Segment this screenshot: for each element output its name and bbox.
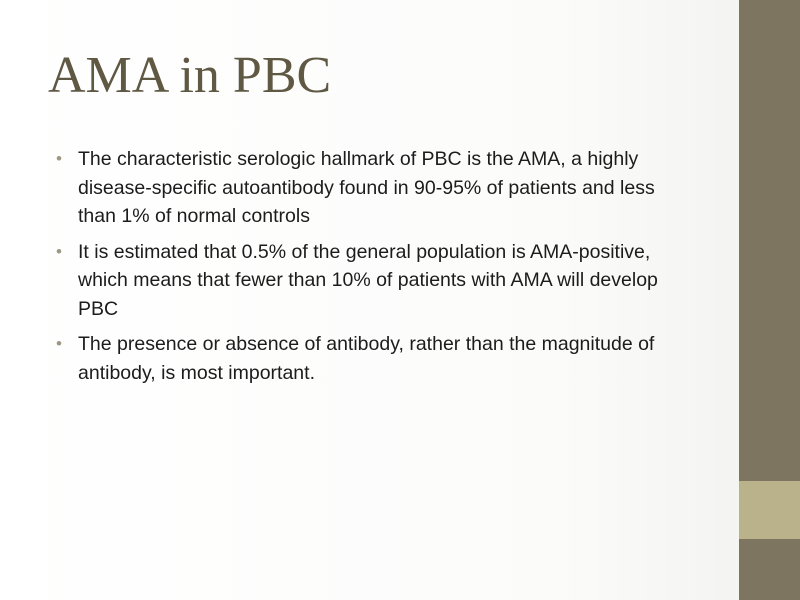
bullet-item <box>56 330 696 387</box>
bullet-item <box>56 238 696 324</box>
decorative-side-accent <box>739 481 800 539</box>
bullet-item <box>56 145 696 231</box>
bullet-marker: • <box>56 149 62 168</box>
bullet-list <box>56 145 696 394</box>
bullet-text: The characteristic serologic hallmark of PBC is the AMA, a highly disease-specific autoantibody found in 90-95% of patients and less than 1% of normal controls <box>78 148 655 227</box>
bullet-text: It is estimated that 0.5% of the general population is AMA-positive, which means that fewer than 10% of patients with AMA will develop PBC <box>78 240 658 320</box>
slide-title: AMA in PBC <box>48 47 332 104</box>
bullet-text: The presence or absence of antibody, rather than the magnitude of antibody, is most important. <box>78 333 655 384</box>
bullet-marker: • <box>56 334 62 353</box>
bullet-marker: • <box>56 241 62 261</box>
